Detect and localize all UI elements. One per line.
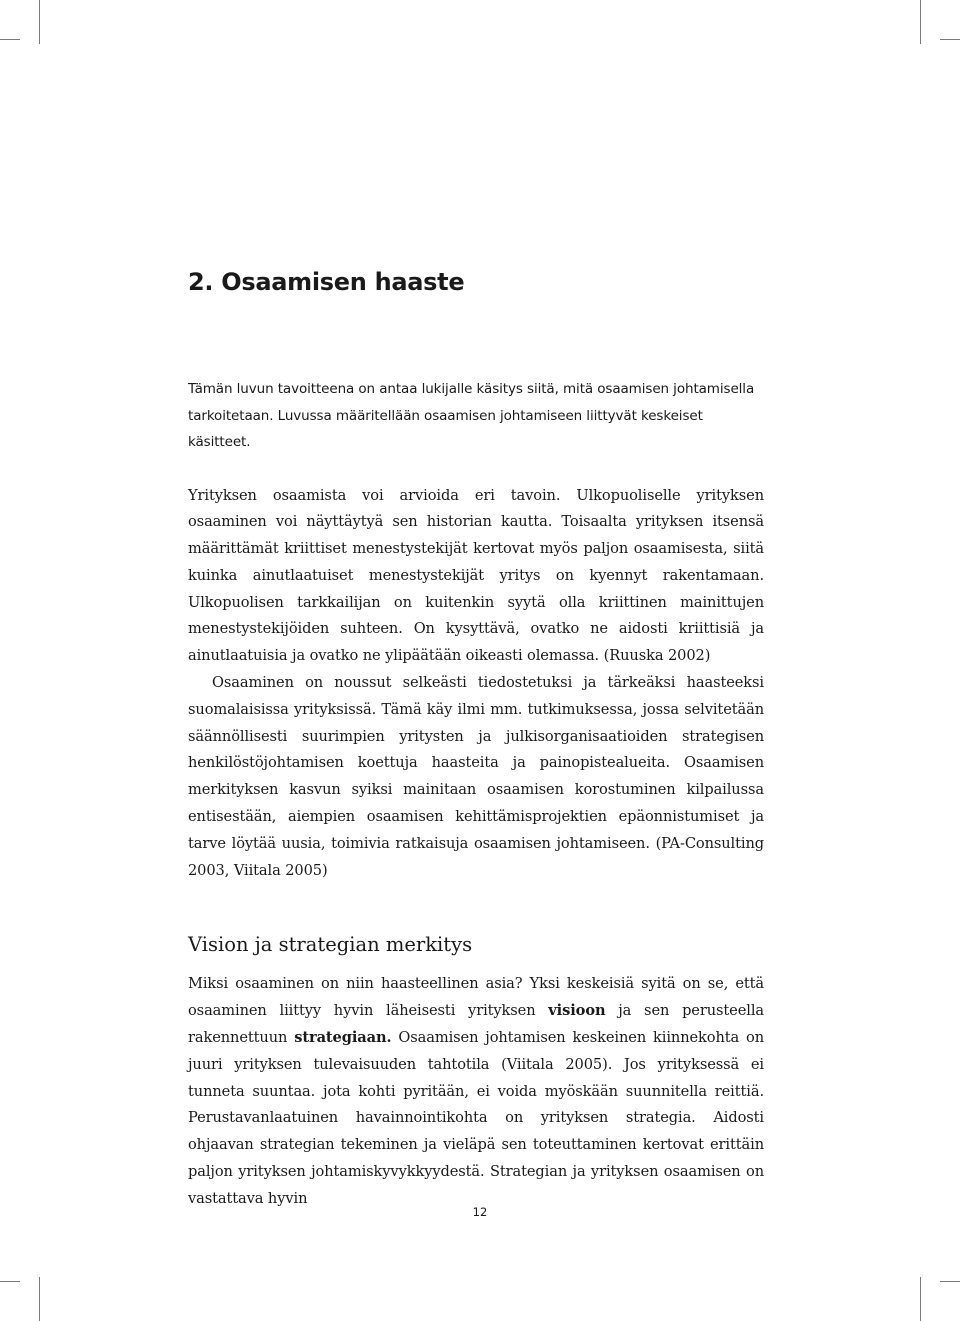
section-heading: Vision ja strategian merkitys: [188, 933, 473, 957]
crop-mark-bottom-right-horizontal: [940, 1281, 960, 1282]
paragraph-1: Yrityksen osaamista voi arvioida eri tavoin. Ulkopuoliselle yrityksen osaaminen voi näyttäytyä sen historian kautta. Toisaalta yrityksen itsensä määrittämät kriittiset menestystekijät kertovat myös paljon osaamisesta, siitä kuinka ainutlaatuiset menestystekijät yritys on kyennyt rakentamaan. Ulkopuolisen tarkkailijan on kuitenkin syytä olla kriittinen mainittujen menestystekijöiden suhteen. On kysyttävä, ovatko ne aidosti kriittisiä ja ainutlaatuisia ja ovatko ne ylipäätään oikeasti olemassa. (Ruuska 2002): [188, 486, 764, 665]
chapter-title: 2. Osaamisen haaste: [188, 268, 465, 296]
crop-mark-bottom-left-vertical: [39, 1277, 40, 1321]
paragraph-3: [188, 971, 764, 1212]
paragraph-3-text-2: ja sen perusteella rakennettuun: [188, 1002, 764, 1047]
page-number: 12: [472, 1205, 488, 1219]
paragraph-3-text-3: Osaamisen johtamisen keskeinen kiinnekohta on juuri yrityksen tulevaisuuden tahtotila (Viitala 2005). Jos yrityksessä ei tunneta suuntaa. jota kohti pyritään, ei voida myöskään suunnitella reittiä. Perustavanlaatuinen havainnointikohta on yrityksen strategia. Aidosti ohjaavan strategian tekeminen ja vieläpä sen toteuttaminen kertovat erittäin paljon yrityksen johtamiskyvykkyydestä. Strategian ja yrityksen osaamisen on vastattava hyvin: [188, 1029, 764, 1207]
crop-mark-top-left-vertical: [39, 0, 40, 44]
crop-mark-top-right-horizontal: [940, 39, 960, 40]
crop-mark-top-left-horizontal: [0, 39, 20, 40]
paragraph-3-text-1: Miksi osaaminen on niin haasteellinen asia? Yksi keskeisiä syitä on se, että osaaminen liittyy hyvin läheisesti yrityksen: [188, 975, 764, 1020]
crop-mark-bottom-right-vertical: [920, 1277, 921, 1321]
paragraph-2: Osaaminen on noussut selkeästi tiedostetuksi ja tärkeäksi haasteeksi suomalaisissa yrityksissä. Tämä käy ilmi mm. tutkimuksessa, jossa selvitetään säännöllisesti suurimpien yritysten ja julkisorganisaatioiden strategisen henkilöstöjohtamisen koettuja haasteita ja painopistealueita. Osaamisen merkityksen kasvun syiksi mainitaan osaamisen korostuminen kilpailussa entisestään, aiempien osaamisen kehittämisprojektien epäonnistumiset ja tarve löytää uusia, toimivia ratkaisuja osaamisen johtamiseen. (PA-Consulting 2003, Viitala 2005): [188, 674, 764, 879]
chapter-intro: Tämän luvun tavoitteena on antaa lukijalle käsitys siitä, mitä osaamisen johtamisella tarkoitetaan. Luvussa määritellään osaamisen johtamiseen liittyvät keskeiset käsitteet.: [188, 381, 755, 450]
crop-mark-top-right-vertical: [920, 0, 921, 44]
paragraph-3-bold-strategy: strategiaan.: [294, 1029, 392, 1047]
paragraph-3-bold-vision: visioon: [548, 1002, 606, 1020]
page-content: [188, 262, 764, 1213]
crop-mark-bottom-left-horizontal: [0, 1281, 20, 1282]
